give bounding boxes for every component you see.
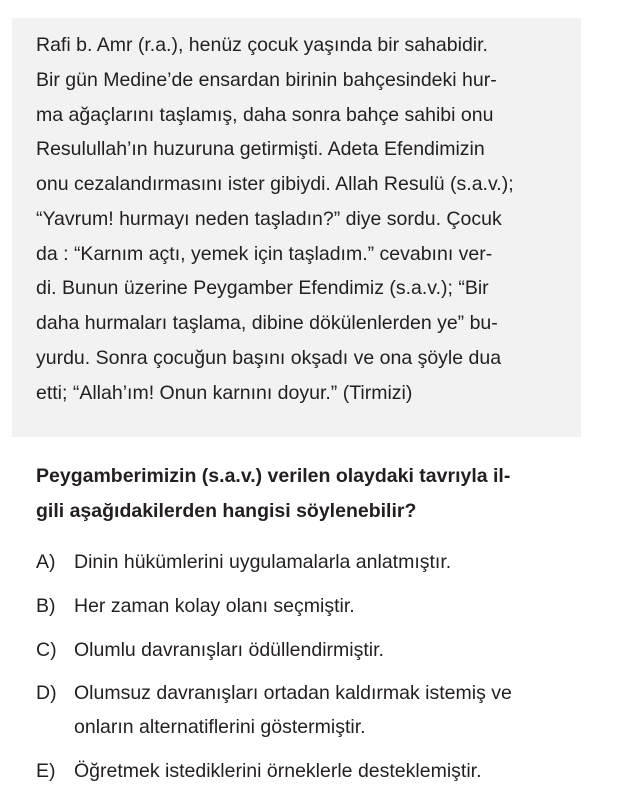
option-letter: A) xyxy=(36,551,56,573)
option-c[interactable] xyxy=(36,636,384,664)
passage-line: etti; “Allah’ım! Onun karnını doyur.” (Tirmizi) xyxy=(36,382,413,404)
option-text: Dinin hükümlerini uygulamalarla anlatmıştır. xyxy=(74,551,452,573)
option-text: Öğretmek istediklerini örneklerle desteklemiştir. xyxy=(74,760,482,782)
passage-line: yurdu. Sonra çocuğun başını okşadı ve ona şöyle dua xyxy=(36,347,502,369)
option-letter: C) xyxy=(36,639,57,661)
passage-line: Bir gün Medine’de ensardan birinin bahçesindeki hur- xyxy=(36,69,497,91)
option-d-continuation[interactable]: onların alternatiflerini göstermiştir. xyxy=(74,716,366,738)
option-a[interactable] xyxy=(36,548,451,576)
option-text: Olumlu davranışları ödüllendirmiştir. xyxy=(74,639,384,661)
option-b[interactable] xyxy=(36,592,355,620)
option-text: Olumsuz davranışları ortadan kaldırmak istemiş ve xyxy=(74,682,512,704)
passage-line: daha hurmaları taşlama, dibine dökülenlerden ye” bu- xyxy=(36,312,498,334)
passage-line: Resulullah’ın huzuruna getirmişti. Adeta Efendimizin xyxy=(36,138,485,160)
passage-line: “Yavrum! hurmayı neden taşladın?” diye sordu. Çocuk xyxy=(36,208,502,230)
passage-line: ma ağaçlarını taşlamış, daha sonra bahçe sahibi onu xyxy=(36,104,494,126)
option-letter: E) xyxy=(36,760,56,782)
passage-line: onu cezalandırmasını ister gibiydi. Allah Resulü (s.a.v.); xyxy=(36,173,514,195)
option-e[interactable] xyxy=(36,757,481,785)
option-d[interactable] xyxy=(36,679,512,707)
option-letter: D) xyxy=(36,682,57,704)
question-stem: gili aşağıdakilerden hangisi söylenebilir? xyxy=(36,500,417,522)
option-letter: B) xyxy=(36,595,56,617)
passage-line: di. Bunun üzerine Peygamber Efendimiz (s.a.v.); “Bir xyxy=(36,277,489,299)
passage-line: Rafi b. Amr (r.a.), henüz çocuk yaşında bir sahabidir. xyxy=(36,34,488,56)
question-stem: Peygamberimizin (s.a.v.) verilen olaydaki tavrıyla il- xyxy=(36,465,511,487)
passage-line: da : “Karnım açtı, yemek için taşladım.” cevabını ver- xyxy=(36,243,493,265)
option-text: Her zaman kolay olanı seçmiştir. xyxy=(74,595,355,617)
